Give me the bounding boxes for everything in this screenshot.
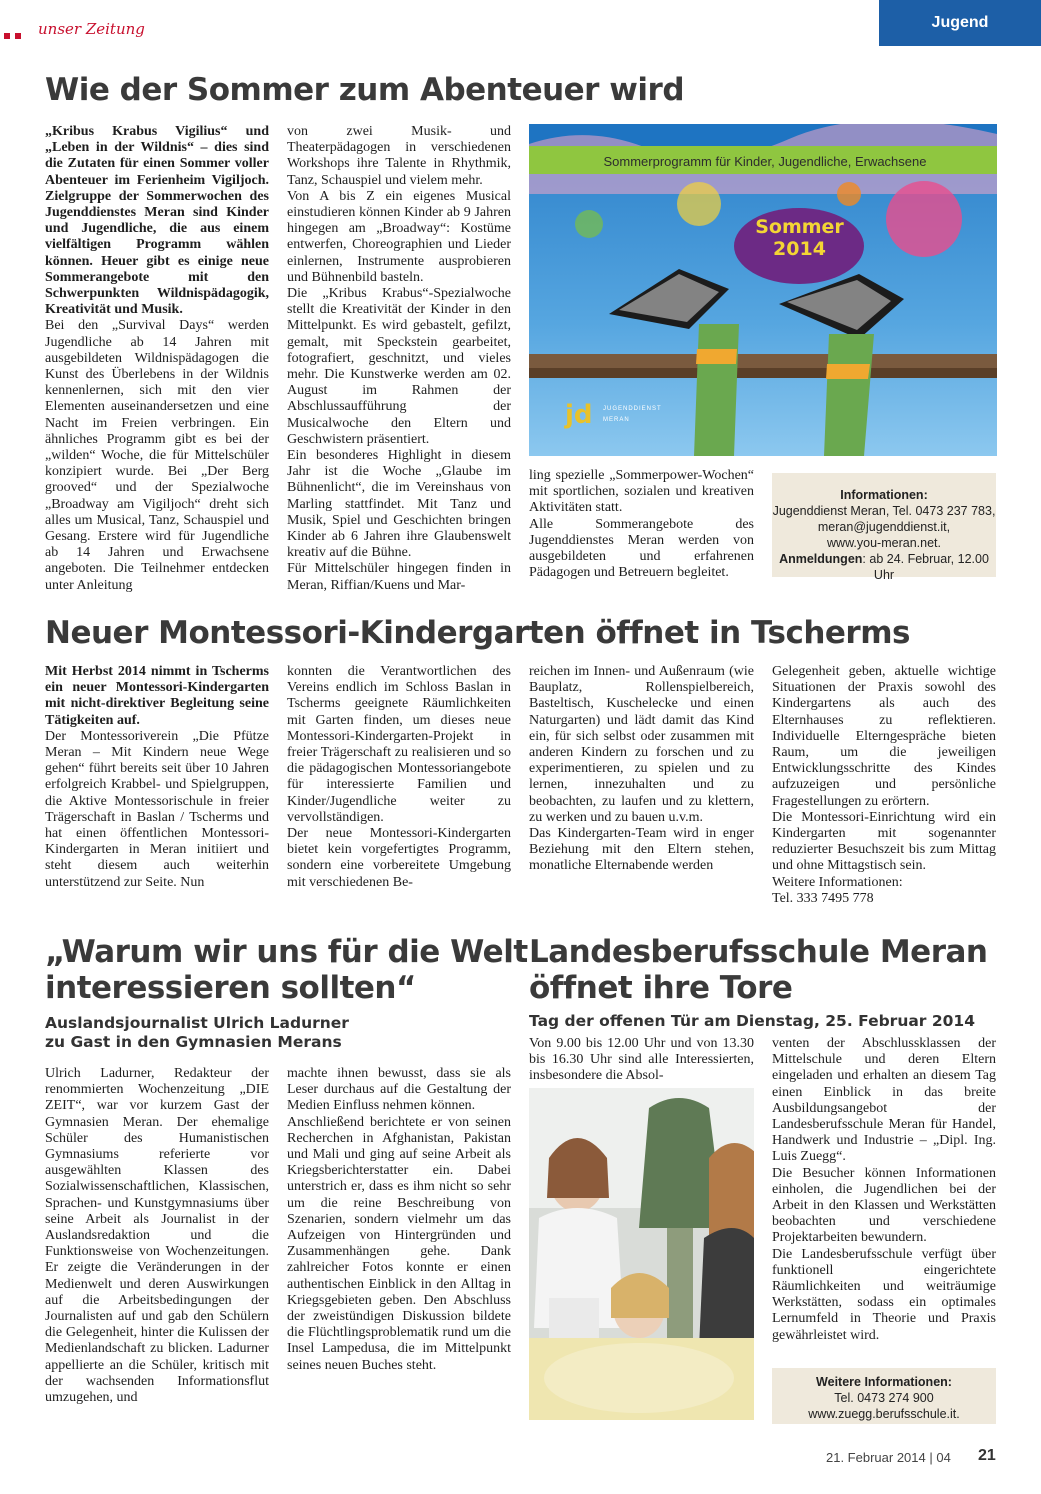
article1-column-3: [529, 468, 754, 581]
article3-paragraph: Ulrich Ladurner, Redakteur der renommierten Wochenzeitung „DIE ZEIT“, war vor kurzem Gast der Gymnasien Meran. Der ehemalige Schüler des Humanistischen Gymnasiums referierte vor ausgewählten Klassen des Sozialwissenschaftlichen, Klassischen, Sprachen- und Kunstgymnasiums über seine Arbeit als Journalist in der Auslandsredaktion und die Funktionsweise von Wochenzeitungen. Er zeigte die Veränderungen in der Medienwelt und deren Auswirkungen auf die Arbeitsbedingungen der Journalisten auf und gab den Schülern die Gelegenheit, hinter die Kulissen der Medienlandschaft zu blicken. Ladurner appellierte an die Schüler, kritisch mit der wachsenden Informationsflut umzugehen, und: [45, 1066, 269, 1406]
poster-org-city: MERAN: [603, 417, 630, 423]
article1-column-2: [287, 124, 511, 594]
info-email: meran@jugenddienst.it,: [817, 520, 951, 534]
article3-subtitle: [45, 1014, 349, 1052]
article1-paragraph: Alle Sommerangebote des Jugenddienstes Meran werden von ausgebildeten und erfahrenen Pädagogen und Betreuern begleitet.: [529, 516, 754, 581]
info-label: Weitere Informationen:: [816, 1375, 952, 1389]
article2-paragraph: Tel. 333 7495 778: [772, 890, 874, 906]
article4-title-line: öffnet ihre Tore: [529, 970, 793, 1006]
info-phone: Tel. 0473 274 900: [834, 1391, 934, 1405]
article2-column-4: [772, 664, 996, 907]
workshop-photo-graphic: [529, 1088, 754, 1420]
article1-paragraph: Für Mittelschüler hingegen finden in Meran, Riffian/Kuens und Mar-: [287, 561, 511, 593]
article2-paragraph: reichen im Innen- und Außenraum (wie Bauplatz, Rollenspielbereich, Basteltisch, Kuschelecke und einen Naturgarten) und lädt damit das Kind ein, für sich selbst oder zusammen mit anderen Kindern zu forschen und zu experimentieren, zu spielen und zu lernen, innezuhalten und zu beobachten, zu laufen und zu klettern, zu werken und zu bauen u.v.m.: [529, 664, 754, 825]
article1-paragraph: Von A bis Z ein eigenes Musical einstudieren können Kinder ab 9 Jahren hingegen am „Broadway“: Kostüme entwerfen, Choreographien und Lieder einlernen, Instrumente ausprobieren und Bühnenbild basteln.: [287, 188, 511, 285]
article4-paragraph: Die Besucher können Informationen einholen, die Jugendlichen bei der Arbeit in den Klassen und Werkstätten beobachten und verschiedene Projektarbeiten bewundern.: [772, 1165, 996, 1246]
article3-paragraph: Anschließend berichtete er von seinen Recherchen in Afghanistan, Pakistan und Mali und ging auf seine Arbeit als Kriegsberichterstatter ein. Dabei unterstrich er, dass es ihm nicht so sehr um die reine Beschreibung von Szenarien, sondern vielmehr um das Aufzeigen von Hintergründen und Zusammenhängen gehe. Dank zahlreicher Fotos konnte er einen authentischen Einblick in den Alltag in Kriegsgebieten geben. Den Abschluss der zweistündigen Diskussion bildete die Flüchtlingsproblematik rund um die Insel Lampedusa, die im Mittelpunkt seines neuen Buches steht.: [287, 1114, 511, 1373]
article1-paragraph: von zwei Musik- und Theaterpädagogen in verschiedenen Workshops ihre Talente in Rhythmik, Tanz, Schauspiel und vielem mehr.: [287, 124, 511, 188]
poster-badge: [737, 216, 862, 260]
summer-program-poster: [529, 124, 997, 456]
article4-subtitle: Tag der offenen Tür am Dienstag, 25. Februar 2014: [529, 1012, 975, 1030]
logo-dots: [4, 26, 26, 34]
article2-paragraph: Die Montessori-Einrichtung wird ein Kindergarten mit sogenannter reduzierter Besuchszeit bis zum Mittag und ohne Mittagstisch sein.: [772, 809, 996, 874]
article1-body-1: Bei den „Survival Days“ werden Jugendliche ab 14 Jahren mit ausgebildeten Wildnispädagogen die Kunst des Überlebens in der Wildnis kennenlernen, sich mit den vier Elementen auseinandersetzen und eine Nacht im Freien verbringen. Ein ähnliches Programm gibt es bei der „wilden“ Woche, die für Mittelschüler konzipiert wurde. Bei „Der Berg grooved“ und der Spezialwoche „Broadway am Vigiljoch“ dreht sich alles um Musical, Tanz, Schauspiel und Gesang. Erstere wird für Jugendliche ab 14 Jahren und Erwachsene angeboten. Die Teilnehmer entdecken unter Anleitung: [45, 318, 269, 593]
article2-paragraph: Gelegenheit geben, aktuelle wichtige Situationen der Praxis sowohl des Kindergartens als auch des Elternhauses zu reflektieren. Individuelle Elterngespräche bieten Raum, um die jeweiligen Entwicklungsschritte des Kindes aufzuzeigen und persönliche Fragestellungen zu erörtern.: [772, 664, 996, 809]
article1-column-1: [45, 124, 269, 594]
vocational-school-photo: [529, 1088, 754, 1420]
article2-paragraph: Der neue Montessori-Kindergarten bietet kein vorgefertigtes Programm, sondern eine vorbereitete Umgebung mit verschiedenen Be-: [287, 826, 511, 890]
article1-lead: „Kribus Krabus Vigilius“ und „Leben in der Wildnis“ – dies sind die Zutaten für einen Sommer voller Abenteuer im Ferienheim Vigiljoch. Zielgruppe der Sommerwochen des Jugenddienstes Meran sind Kinder und Jugendliche, die aus einem vielfältigen Programm wählen können. Heuer gibt es einige neue Sommerangebote mit den Schwerpunkten Wildnispädagogik, Kreativität und Musik.: [45, 124, 269, 318]
article4-paragraph: Von 9.00 bis 12.00 Uhr und von 13.30 bis 16.30 Uhr sind alle Interessierten, insbesondere die Absol-: [529, 1036, 754, 1084]
article1-info-box: Informationen: Jugenddienst Meran, Tel. 0473 237 783, meran@jugenddienst.it, www.you-meran.net. Anmeldungen: ab 24. Februar, 12.00 Uhr: [772, 473, 996, 577]
article2-paragraph: Weitere Informationen:: [772, 874, 903, 890]
info-phone: Jugenddienst Meran, Tel. 0473 237 783,: [772, 504, 996, 518]
section-tab: Jugend: [879, 0, 1041, 46]
article3-title-line: „Warum wir uns für die Welt: [45, 934, 528, 970]
publication-logo: unser Zeitung: [38, 20, 145, 38]
poster-org-logo: [565, 400, 725, 440]
registration-label: Anmeldungen: [779, 552, 863, 566]
article4-paragraph: venten der Abschlussklassen der Mittelschule und deren Eltern eingeladen und erhalten an diesem Tag einen Einblick in das breite Ausbildungsangebot der Landesberufsschule Meran für Handel, Handwerk und Industrie – „Dipl. Ing. Luis Zuegg“.: [772, 1036, 996, 1165]
article2-column-2: [287, 664, 511, 891]
article2-column-1: [45, 664, 269, 891]
poster-org-name: JUGENDDIENST: [603, 406, 662, 412]
article3-title-line: interessieren sollten“: [45, 970, 416, 1006]
info-website: www.zuegg.berufsschule.it.: [808, 1407, 960, 1421]
article3-title: [45, 934, 528, 1006]
article2-column-3: [529, 664, 754, 875]
article1-title: Wie der Sommer zum Abenteuer wird: [45, 72, 685, 108]
info-website: www.you-meran.net.: [827, 536, 941, 550]
article2-lead: Mit Herbst 2014 nimmt in Tscherms ein neuer Montessori-Kindergarten mit nicht-direktiver Begleitung seine Tätigkeiten auf.: [45, 664, 269, 728]
article3-subtitle-line: zu Gast in den Gymnasien Merans: [45, 1033, 342, 1051]
article3-column-2: [287, 1066, 511, 1374]
article2-paragraph: Der Montessoriverein „Die Pfütze Meran – Mit Kindern neue Wege gehen“ führt bereits seit über 10 Jahren erfolgreich Krabbel- und Spielgruppen, die Aktive Montessorischule in freier Trägerschaft in Baslan / Tscherms und hat einen öffentlichen Montessori-Kindergarten in Meran initiiert und steht diesem auch weiterhin unterstützend zur Seite. Nun: [45, 728, 269, 890]
info-label: Informationen: [840, 488, 924, 502]
article3-subtitle-line: Auslandsjournalist Ulrich Ladurner: [45, 1014, 349, 1032]
article3-paragraph: machte ihnen bewusst, dass sie als Leser durchaus auf die Gestaltung der Medien Einfluss nehmen können.: [287, 1066, 511, 1114]
article2-paragraph: konnten die Verantwortlichen des Vereins endlich im Schloss Baslan in Tscherms geeignete Räumlichkeiten mit Garten finden, um dieses neue Montessori-Kindergarten-Projekt in freier Trägerschaft zu realisieren und so die pädagogischen Montessoriangebote für interessierte Familien und Kinder/Jugendliche weiter zu vervollständigen.: [287, 664, 511, 825]
article4-info-box: [772, 1368, 996, 1424]
article1-paragraph: Die „Kribus Krabus“-Spezialwoche stellt die Kreativität der Kinder in den Mittelpunkt. Es wird gebastelt, gefilzt, gemalt, mit Speckstein gearbeitet, fotografiert, geschnitzt, und vieles mehr. Die Kunstwerke werden am 02. August im Rahmen der Abschlussaufführung der Musicalwoche den Eltern und Geschwistern präsentiert.: [287, 286, 511, 447]
article4-column-1: [529, 1036, 754, 1085]
poster-badge-title: Sommer: [755, 216, 844, 238]
issue-date: 21. Februar 2014 | 04: [826, 1450, 951, 1465]
article2-title: Neuer Montessori-Kindergarten öffnet in Tscherms: [45, 615, 910, 651]
registration-value: : ab 24. Februar, 12.00 Uhr: [862, 552, 989, 582]
article4-title: [529, 934, 987, 1006]
poster-badge-year: 2014: [773, 238, 826, 260]
page-number: 21: [978, 1447, 996, 1464]
article2-paragraph: Das Kindergarten-Team wird in enger Beziehung mit den Eltern stehen, monatliche Elternabende werden: [529, 826, 754, 874]
article1-paragraph: Ein besonderes Highlight in diesem Jahr ist die Woche „Glaube im Bühnenlicht“, die im Vereinshaus von Marling stattfindet. Mit Tanz und Musik, Spiel und Geschichten bringen Kinder ab 6 Jahren ihre Glaubenswelt kreativ auf die Bühne.: [287, 448, 511, 561]
article3-column-1: [45, 1066, 269, 1406]
article1-paragraph: ling spezielle „Sommerpower-Wochen“ mit sportlichen, sozialen und kreativen Aktivitäten statt.: [529, 468, 754, 516]
article4-column-2: [772, 1036, 996, 1344]
poster-banner: Sommerprogramm für Kinder, Jugendliche, Erwachsene: [603, 154, 927, 169]
article4-title-line: Landesberufsschule Meran: [529, 934, 988, 970]
jd-logo: jd: [565, 400, 593, 430]
article4-paragraph: Die Landesberufsschule verfügt über funktionell eingerichtete Räumlichkeiten und weiträumige Werkstätten, sodass ein optimales Lernumfeld in Theorie und Praxis gewährleistet wird.: [772, 1246, 996, 1343]
